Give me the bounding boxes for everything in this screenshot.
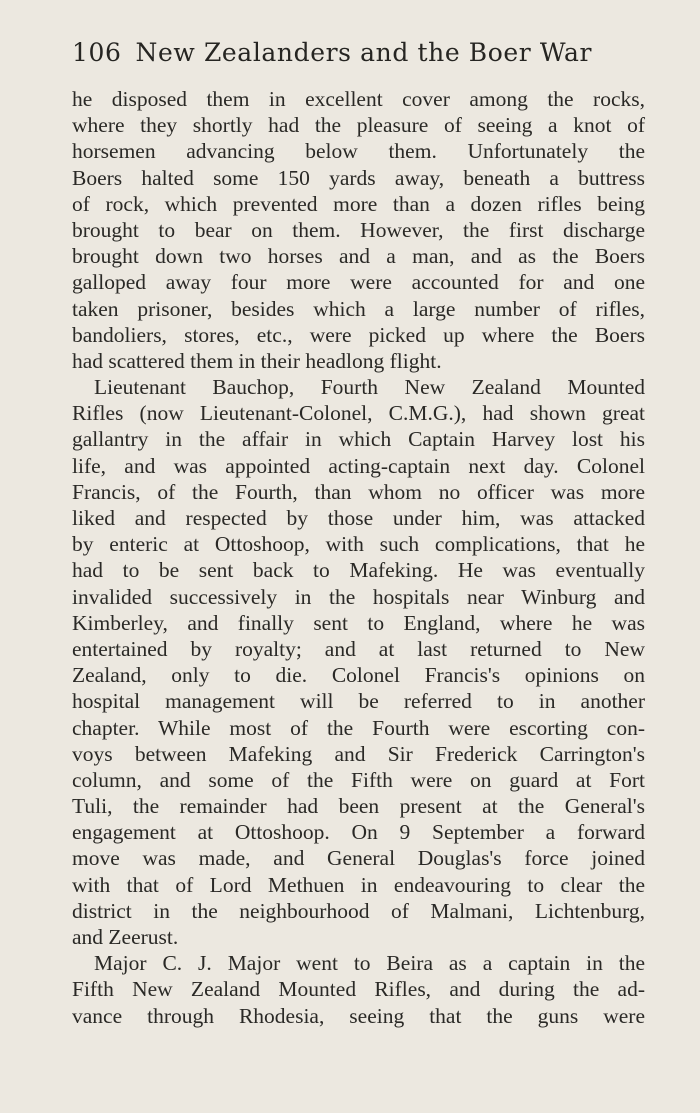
text-line: engagement at Ottoshoop. On 9 September a forward [72, 820, 645, 845]
text-line: had to be sent back to Mafeking. He was eventually [72, 558, 645, 583]
text-line: Kimberley, and finally sent to England, where he was [72, 610, 645, 635]
body-text [72, 86, 645, 1029]
text-line: liked and respected by those under him, was attacked [72, 506, 645, 530]
text-line: Zealand, only to die. Colonel Francis's opinions on [72, 663, 645, 688]
paragraph-end-line: had scattered them in their headlong flight. [72, 348, 442, 373]
text-line: taken prisoner, besides which a large number of rifles, [72, 296, 645, 321]
text-line: Tuli, the remainder had been present at the General's [72, 794, 645, 819]
page-number: 106 [72, 38, 122, 67]
paragraph-start-line: Lieutenant Bauchop, Fourth New Zealand Mounted [94, 375, 645, 400]
text-line: he disposed them in excellent cover among the rocks, [72, 87, 645, 111]
text-line: gallantry in the affair in which Captain Harvey lost his [72, 427, 645, 452]
text-line: brought to bear on them. However, the first discharge [72, 217, 645, 242]
text-line: Francis, of the Fourth, than whom no officer was more [72, 479, 645, 504]
text-line: move was made, and General Douglas's force joined [72, 846, 645, 871]
text-line: Boers halted some 150 yards away, beneath a buttress [72, 165, 645, 190]
text-line: with that of Lord Methuen in endeavouring to clear the [72, 872, 645, 897]
text-line: of rock, which prevented more than a dozen rifles being [72, 191, 645, 216]
text-line: voys between Mafeking and Sir Frederick Carrington's [72, 741, 645, 766]
text-line: horsemen advancing below them. Unfortunately the [72, 139, 645, 164]
text-line: brought down two horses and a man, and as the Boers [72, 244, 645, 269]
running-header [72, 38, 617, 78]
paragraph-start-line: Major C. J. Major went to Beira as a captain in the [94, 951, 645, 976]
text-line: entertained by royalty; and at last returned to New [72, 636, 645, 661]
text-line: district in the neighbourhood of Malmani, Lichtenburg, [72, 898, 645, 923]
text-line: invalided successively in the hospitals near Winburg and [72, 584, 645, 609]
running-title: New Zealanders and the Boer War [135, 38, 593, 67]
text-line: chapter. While most of the Fourth were escorting con- [72, 715, 645, 740]
text-line: Fifth New Zealand Mounted Rifles, and during the ad- [72, 977, 645, 1002]
paragraph-end-line: and Zeerust. [72, 925, 179, 949]
text-line: bandoliers, stores, etc., were picked up where the Boers [72, 322, 645, 347]
text-line: by enteric at Ottoshoop, with such complications, that he [72, 532, 645, 557]
text-line: column, and some of the Fifth were on guard at Fort [72, 767, 645, 792]
text-line: Rifles (now Lieutenant-Colonel, C.M.G.), had shown great [72, 401, 645, 426]
text-line: life, and was appointed acting-captain next day. Colonel [72, 453, 645, 478]
text-line: vance through Rhodesia, seeing that the guns were [72, 1003, 645, 1028]
text-line: galloped away four more were accounted for and one [72, 270, 645, 295]
text-line: hospital management will be referred to in another [72, 689, 645, 714]
text-line: where they shortly had the pleasure of seeing a knot of [72, 113, 645, 138]
